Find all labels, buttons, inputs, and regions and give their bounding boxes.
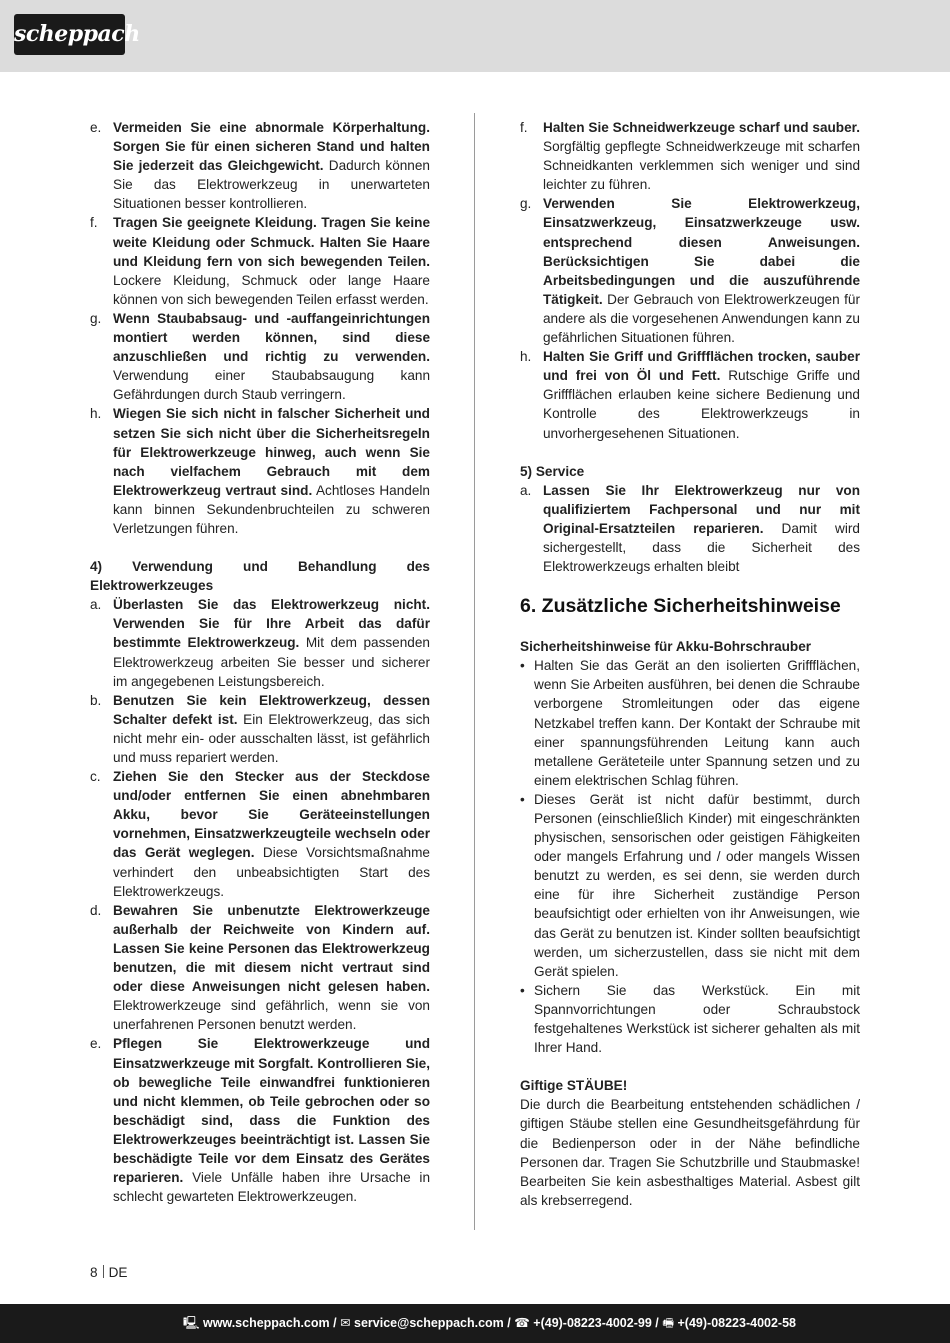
- list-item-letter: f.: [520, 120, 528, 135]
- list-item-letter: h.: [90, 406, 102, 422]
- footer-email[interactable]: service@scheppach.com: [354, 1316, 504, 1330]
- list-item: [90, 118, 430, 213]
- section-5-title: 5) Service: [520, 463, 585, 479]
- list-item: [90, 595, 430, 690]
- list-item-text: Mit dem passenden Elektrowerkzeug arbeiten Sie besser und sicherer im angegebenen Leistungsbereich.: [113, 635, 430, 689]
- footer-website[interactable]: www.scheppach.com: [202, 1316, 330, 1330]
- list-item-bold: Tragen Sie geeignete Kleidung. Tragen Sie keine weite Kleidung oder Schmuck. Halten Sie Haare und Kleidung fern von sich bewegenden Teilen.: [113, 215, 430, 269]
- list-item-bold: Wiegen Sie sich nicht in falscher Sicherheit und setzen Sie sich nicht über die Sicherheitsregeln für Elektrowerkzeuge hinweg, auch wenn Sie nach vielfachem Gebrauch mit dem Elektrowerkzeug vertraut sind.: [113, 406, 430, 498]
- list-item: [520, 347, 860, 442]
- page-number-value: 8: [90, 1265, 98, 1280]
- dust-warning-title: Giftige STÄUBE!: [520, 1078, 628, 1094]
- list-item-text: Sorgfältig gepflegte Schneidwerkzeuge mit scharfen Schneidkanten verklemmen sich weniger und sind leichter zu führen.: [543, 139, 860, 193]
- list-item-letter: d.: [90, 902, 102, 918]
- left-items-b: [90, 595, 430, 1206]
- list-item: [90, 1034, 430, 1206]
- computer-icon: 🖳: [182, 1316, 200, 1330]
- list-item-text: Der Gebrauch von Elektrowerkzeugen für andere als die vorgesehenen Anwendungen kann zu gefährlichen Situationen führen.: [543, 291, 860, 346]
- column-divider: [474, 113, 475, 1230]
- bullet-dot: •: [520, 658, 525, 674]
- list-item-text: Achtloses Handeln kann binnen Sekundenbruchteilen zu schweren Verletzungen führen.: [113, 482, 430, 536]
- footer-phone: +(49)-08223-4002-99: [533, 1316, 652, 1330]
- list-item-letter: g.: [90, 310, 102, 326]
- list-item-letter: a.: [520, 482, 532, 498]
- list-item-bold: Halten Sie Griff und Griffflächen trocken, sauber und frei von Öl und Fett.: [543, 349, 860, 384]
- page-header: [0, 0, 950, 72]
- list-item-letter: e.: [90, 120, 102, 135]
- list-item-bold: Vermeiden Sie eine abnormale Körperhaltung. Sorgen Sie für einen sicheren Stand und halten Sie jederzeit das Gleichgewicht.: [113, 120, 430, 174]
- right-items-a: [520, 118, 860, 443]
- list-item-bold: Ziehen Sie den Stecker aus der Steckdose und/oder entfernen Sie einen abnehmbaren Akku, bevor Sie Geräteeinstellungen vornehmen, Einsatzwerkzeugteile wechseln oder das Gerät weglegen.: [113, 769, 430, 861]
- bullet-item: [520, 981, 860, 1057]
- list-item: [520, 194, 860, 347]
- list-item-bold: Verwenden Sie Elektrowerkzeug, Einsatzwerkzeug, Einsatzwerkzeuge usw. entsprechend diesen Anweisungen. Berücksichtigen Sie dabei die Arbeitsbedingungen und die auszuführende Tätigkeit.: [543, 196, 860, 307]
- list-item-bold: Wenn Staubabsaug- und -auffangeinrichtungen montiert werden können, sind diese anzuschließen und richtig zu verwenden.: [113, 310, 430, 365]
- page-number-separator: [103, 1265, 104, 1278]
- page-footer: 🖳 www.scheppach.com / ✉ service@scheppach.com / ☎ +(49)-08223-4002-99 / 🖷 +(49)-08223-4002-58: [0, 1304, 950, 1343]
- list-item-letter: e.: [90, 1036, 102, 1052]
- bullet-text: Dieses Gerät ist nicht dafür bestimmt, durch Personen (einschließlich Kinder) mit eingeschränkten physischen, sensorischen oder geistigen Fähigkeiten oder mangels Erfahrung und / oder mangels Wissen benutzt zu werden, es sei denn, sie werden durch eine für ihre Sicherheit zuständige Person beaufsichtigt oder erhielten von ihr Anweisungen, wie das Gerät zu benutzen ist. Kinder sollten beaufsichtigt werden, um sicherzustellen, dass sie nicht mit dem Gerät spielen.: [534, 791, 860, 979]
- left-column: [90, 118, 430, 1206]
- list-item-bold: Benutzen Sie kein Elektrowerkzeug, dessen Schalter defekt ist.: [113, 692, 430, 727]
- list-item: [90, 213, 430, 308]
- chapter-6-heading: 6. Zusätzliche Sicherheitshinweise: [520, 595, 841, 618]
- list-item-text: Ein Elektrowerkzeug, das sich nicht mehr ein- oder ausschalten lässt, ist gefährlich und muss repariert werden.: [113, 711, 430, 765]
- bullet-item: [520, 656, 860, 790]
- bullet-text: Sichern Sie das Werkstück. Ein mit Spannvorrichtungen oder Schraubstock festgehaltenes Werkstück ist sicherer gehalten als mit Ihrer Hand.: [534, 982, 860, 1056]
- list-item-bold: Bewahren Sie unbenutzte Elektrowerkzeuge außerhalb der Reichweite von Kindern auf. Lassen Sie keine Personen das Elektrowerkzeug benutzen, die mit diesem nicht vertraut sind oder diese Anweisungen nicht gelesen haben.: [113, 902, 430, 995]
- list-item: [90, 767, 430, 901]
- list-item: [90, 691, 430, 767]
- right-column: [520, 118, 860, 1210]
- list-item: [90, 404, 430, 538]
- bullet-item: [520, 790, 860, 981]
- list-item-bold: Halten Sie Schneidwerkzeuge scharf und sauber.: [543, 120, 860, 135]
- list-item: [520, 118, 860, 194]
- list-item-bold: Überlasten Sie das Elektrowerkzeug nicht. Verwenden Sie für Ihre Arbeit das dafür bestimmte Elektrowerkzeug.: [113, 597, 430, 651]
- list-item-bold: Pflegen Sie Elektrowerkzeuge und Einsatzwerkzeuge mit Sorgfalt. Kontrollieren Sie, ob bewegliche Teile einwandfrei funktionieren und nicht klemmen, ob Teile gebrochen oder so beschädigt sind, dass die Funktion des Elektrowerkzeuges beeinträchtigt ist. Lassen Sie beschädigte Teile vor dem Einsatz des Gerätes reparieren.: [113, 1036, 430, 1186]
- list-item: [90, 309, 430, 404]
- list-item-letter: f.: [90, 215, 98, 231]
- page-number: [90, 1265, 127, 1280]
- list-item-letter: a.: [90, 597, 102, 613]
- list-item-text: Lockere Kleidung, Schmuck oder lange Haare können von sich bewegenden Teilen erfasst werden.: [113, 272, 430, 307]
- list-item-letter: c.: [90, 769, 101, 785]
- footer-fax: +(49)-08223-4002-58: [677, 1316, 796, 1330]
- list-item: [90, 901, 430, 1035]
- list-item-text: Elektrowerkzeuge sind gefährlich, wenn sie von unerfahrenen Personen benutzt werden.: [113, 998, 430, 1033]
- bullet-text: Halten Sie das Gerät an den isolierten Griffflächen, wenn Sie Arbeiten ausführen, bei denen die Schraube verborgene Stromleitungen oder das eigene Netzkabel treffen kann. Der Kontakt der Schraube mit einer spannungsführenden Leitung kann auch metallene Geräteteile unter Spannung setzen und zu einem elektrischen Schlag führen.: [534, 658, 860, 788]
- brand-logo: scheppach: [14, 14, 125, 55]
- list-item-text: Viele Unfälle haben ihre Ursache in schlecht gewarteten Elektrowerkzeugen.: [113, 1170, 430, 1205]
- list-item: [520, 481, 860, 576]
- dust-warning-text: Die durch die Bearbeitung entstehenden schädlichen / giftigen Stäube stellen eine Gesundheitsgefährdung für die Bedienperson oder in der Nähe befindliche Personen dar. Tragen Sie Schutzbrille und Staubmaske! Bearbeiten Sie kein asbesthaltiges Material. Asbest gilt als krebserregend.: [520, 1097, 860, 1208]
- bullet-dot: •: [520, 791, 525, 807]
- fax-icon: 🖷: [662, 1316, 675, 1330]
- bullet-dot: •: [520, 982, 525, 998]
- safety-bullets: [520, 656, 860, 1057]
- list-item-text: Dadurch können Sie das Elektrowerkzeug in unerwarteten Situationen besser kontrollieren.: [113, 158, 430, 212]
- subheading-akku: Sicherheitshinweise für Akku-Bohrschrauber: [520, 639, 812, 655]
- list-item-bold: Lassen Sie Ihr Elektrowerkzeug nur von qualifiziertem Fachpersonal und nur mit Original-Ersatzteilen reparieren.: [543, 482, 860, 536]
- list-item-text: Diese Vorsichtsmaßnahme verhindert den unbeabsichtigten Start des Elektrowerkzeugs.: [113, 845, 430, 899]
- list-item-letter: h.: [520, 349, 532, 365]
- mail-icon: ✉: [340, 1316, 351, 1330]
- list-item-letter: b.: [90, 692, 102, 708]
- right-items-b: [520, 481, 860, 576]
- list-item-letter: g.: [520, 196, 532, 212]
- list-item-text: Verwendung einer Staubabsaugung kann Gefährdungen durch Staub verringern.: [113, 368, 430, 403]
- list-item-text: Damit wird sichergestellt, dass die Sicherheit des Elektrowerkzeugs erhalten bleibt: [543, 520, 860, 575]
- page-language: DE: [108, 1265, 128, 1280]
- section-4-title: 4) Verwendung und Behandlung des Elektrowerkzeuges: [90, 559, 430, 594]
- left-items-a: [90, 118, 430, 538]
- phone-icon: ☎: [514, 1316, 530, 1330]
- list-item-text: Rutschige Griffe und Griffflächen erlauben keine sichere Bedienung und Kontrolle des Elektrowerkzeugs in unvorhergesehenen Situationen.: [543, 368, 860, 441]
